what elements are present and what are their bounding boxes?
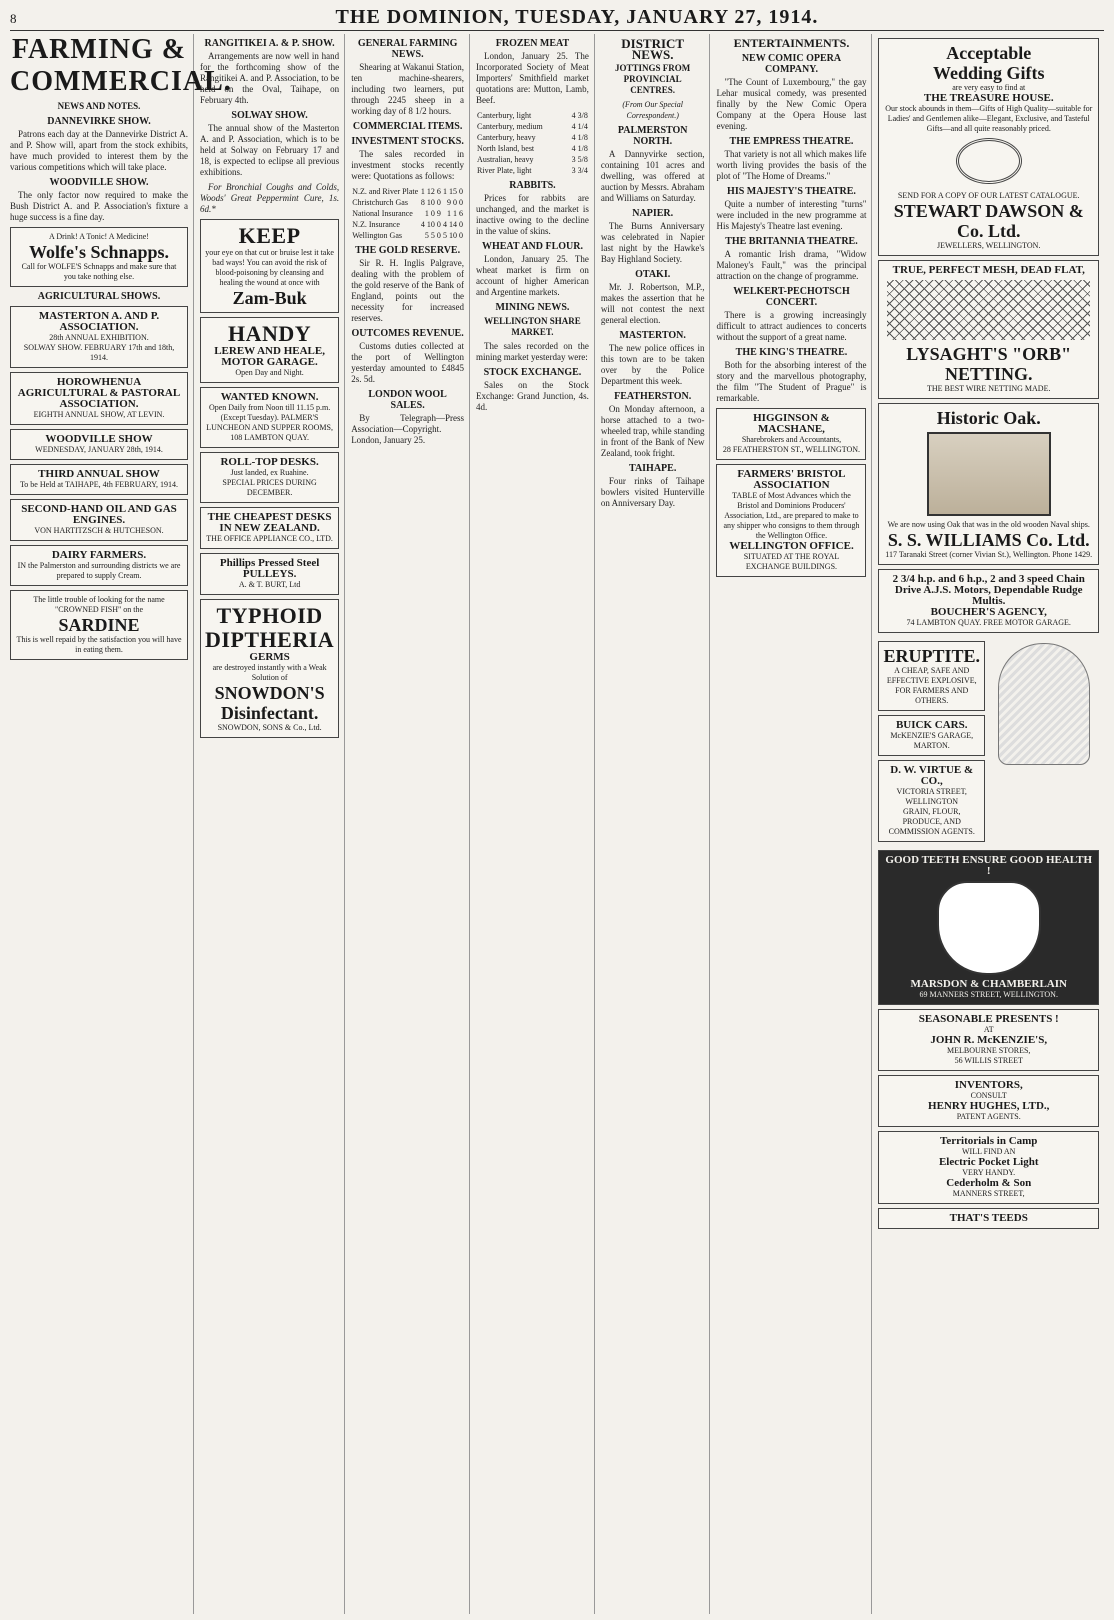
ad-historic-oak [878, 403, 1099, 565]
article-heading: WHEAT AND FLOUR. [481, 241, 583, 252]
ad-brand: SARDINE [58, 615, 140, 635]
ad-brand: S. S. WILLIAMS Co. Ltd. [887, 530, 1090, 550]
ad-title: 2 3/4 h.p. and 6 h.p., 2 and 3 speed Chain Drive A.J.S. Motors, Dependable Rudge Multis. [892, 573, 1085, 607]
column-farming [10, 34, 232, 1614]
stock-buy: 1 12 6 [420, 187, 441, 196]
ad-line: WILL FIND AN [961, 1147, 1016, 1156]
column-district-news [601, 34, 711, 1614]
ad-woodville-show [10, 429, 188, 460]
table-row [476, 132, 589, 143]
town-heading: FEATHERSTON. [614, 391, 692, 402]
ad-line: 28 FEATHERSTON ST., WELLINGTON. [722, 445, 861, 454]
article-subheading: WELLINGTON SHARE MARKET. [484, 316, 581, 337]
stock-buy: 8 10 0 [420, 198, 441, 207]
ad-pulleys [200, 553, 339, 595]
price-value: 4 1/4 [571, 122, 588, 131]
table-row [351, 186, 464, 197]
ad-seasonable-presents [878, 1009, 1099, 1071]
ad-bronchial: For Bronchial Coughs and Colds, Woods' Great Peppermint Cure, 1s. 6d.* [200, 182, 340, 214]
cup-illustration-icon [956, 138, 1022, 184]
article-body: The Burns Anniversary was celebrated in Napier last night by the Hawke's Bay Highland Society. [600, 221, 705, 264]
column-markets [476, 34, 595, 1614]
ad-title: WOODVILLE SHOW [45, 433, 153, 445]
ad-line: GERMS [249, 651, 290, 663]
wire-mesh-icon [887, 280, 1090, 340]
price-name: Canterbury, heavy [477, 133, 536, 142]
ad-brand: JOHN R. McKENZIE'S, [930, 1034, 1048, 1046]
ad-title: TYPHOID [216, 603, 323, 628]
stock-sell: 9 0 0 [447, 198, 464, 207]
price-value: 4 1/8 [571, 144, 588, 153]
town-heading: MASTERTON. [619, 330, 686, 341]
ad-motors [878, 569, 1099, 633]
ad-line: A Drink! A Tonic! A Medicine! [49, 232, 149, 241]
ad-line: IN the Palmerston and surrounding districts we are prepared to supply Cream. [17, 561, 181, 580]
ad-line: TABLE of Most Advances which the Bristol and Dominions Producers' Association, Ltd., are prepared to make to any shipper who consigns to them through the Wellington Office. [723, 491, 860, 540]
ad-title: Territorials in Camp [940, 1135, 1038, 1147]
article-body: "The Count of Luxembourg," the gay Lehar musical comedy, was presented finally by the New Comic Opera Company at the Opera House last evening. [716, 77, 867, 131]
article-heading: OUTCOMES REVENUE. [351, 328, 464, 339]
article-body: There is a growing increasingly difficult to attract audiences to concerts without the support of a great name. [716, 310, 867, 342]
table-row [476, 154, 589, 165]
ad-title: Wedding Gifts [932, 63, 1045, 83]
ad-line: your eye on that cut or bruise lest it take bad ways! You can avoid the risk of blood-poisoning by cleansing and healing the wound at once with [205, 248, 334, 287]
ad-title: Historic Oak. [936, 408, 1041, 428]
ad-line: SNOWDON, SONS & Co., Ltd. [217, 723, 322, 732]
ad-title: FARMERS' BRISTOL ASSOCIATION [737, 468, 846, 491]
town-heading: OTAKI. [635, 269, 671, 280]
ad-line: THE OFFICE APPLIANCE CO., LTD. [206, 534, 333, 543]
ad-sardine [10, 590, 188, 660]
table-row [476, 110, 589, 121]
ad-line: To be Held at TAIHAPE, 4th FEBRUARY, 1914. [19, 480, 179, 489]
tooth-illustration-icon [937, 881, 1041, 975]
table-row [351, 230, 464, 241]
ad-line: PATENT AGENTS. [956, 1112, 1021, 1121]
article-body: Four rinks of Taihape bowlers visited Hunterville on Anniversary Day. [600, 476, 705, 508]
article-body: Arrangements are now well in hand for the forthcoming show of the Rangitikei A. and P. Association, to be held on the Oval, Taihape, on February 4th. [200, 51, 340, 105]
price-name: North Island, best [477, 144, 535, 153]
article-body: Patrons each day at the Dannevirke District A. and P. Show will, apart from the stock exhibits, have much provided to interest them by the various competitions which will take place. [10, 129, 188, 172]
correspondent-line: (From Our Special Correspondent.) [622, 100, 683, 120]
ad-title: ROLL-TOP DESKS. [220, 456, 319, 468]
article-heading: ENTERTAINMENTS. [733, 36, 850, 50]
stock-name: Wellington Gas [352, 231, 402, 240]
price-name: Australian, heavy [477, 155, 534, 164]
portrait-illustration-icon [998, 643, 1090, 765]
ad-title: THAT'S TEEDS [949, 1212, 1028, 1224]
ad-lysaght-netting [878, 260, 1099, 399]
ad-virtue [878, 760, 985, 842]
ad-title: DAIRY FARMERS. [51, 549, 147, 561]
stock-sell: 1 15 0 [443, 187, 464, 196]
ad-line: VICTORIA STREET, WELLINGTON [896, 787, 967, 806]
ad-line: This is well repaid by the satisfaction you will have in eating them. [16, 635, 182, 654]
column-entertainments [716, 34, 872, 1614]
stock-buy: 5 5 0 [424, 231, 441, 240]
masthead [10, 6, 1104, 31]
ad-title: GOOD TEETH ENSURE GOOD HEALTH ! [885, 854, 1093, 877]
ad-line: McKENZIE'S GARAGE, [890, 731, 974, 740]
table-row [351, 197, 464, 208]
article-body: Mr. J. Robertson, M.P., makes the assertion that he will not contest the next general election. [600, 282, 705, 325]
ad-line: SPECIAL PRICES DURING DECEMBER. [222, 478, 317, 497]
section-subtitle: NEWS AND NOTES. [57, 101, 141, 111]
price-name: Canterbury, light [477, 111, 532, 120]
ad-snowdons-disinfectant [200, 599, 339, 738]
ad-title: HANDY [228, 321, 312, 346]
ad-line: SOLWAY SHOW. FEBRUARY 17th and 18th, 1914. [23, 343, 175, 362]
ad-title: HIGGINSON & MACSHANE, [753, 412, 830, 435]
ad-line: 74 LAMBTON QUAY. FREE MOTOR GARAGE. [906, 618, 1071, 627]
ad-line: Sharebrokers and Accountants, [741, 435, 842, 444]
ad-eruptite [878, 641, 985, 711]
article-heading: STOCK EXCHANGE. [483, 367, 582, 378]
ad-taihape-show [10, 464, 188, 495]
article-heading: DANNEVIRKE SHOW. [47, 116, 151, 127]
article-heading: WELKERT-PECHOTSCH CONCERT. [733, 286, 850, 308]
ad-subline: JEWELLERS, [936, 241, 984, 250]
article-body: The sales recorded on the mining market yesterday were: [476, 341, 589, 362]
ad-horowhenua-show [10, 372, 188, 425]
stock-name: Christchurch Gas [352, 198, 408, 207]
ad-brand: BOUCHER'S AGENCY, [930, 606, 1047, 618]
price-value: 4 3/8 [571, 111, 588, 120]
article-body: Prices for rabbits are unchanged, and the market is inactive owing to the decline in the value of skins. [476, 193, 589, 236]
ad-line: WEDNESDAY, JANUARY 28th, 1914. [35, 445, 163, 454]
article-body: Quite a number of interesting "turns" were included in the new programme at His Majesty's Theatre last evening. [716, 199, 867, 231]
ad-line: Open Daily from Noon till 11.15 p.m. (Except Tuesday). PALMER'S LUNCHEON AND SUPPER ROOMS, 108 LAMBTON QUAY. [206, 403, 333, 442]
ad-brand: Wolfe's Schnapps. [28, 242, 170, 262]
ad-title: HOROWHENUA AGRICULTURAL & PASTORAL ASSOCIATION. [17, 376, 181, 410]
stock-sell: 4 14 0 [443, 220, 464, 229]
ad-line: are destroyed instantly with a Weak Solution of [212, 663, 327, 682]
ad-line: The little trouble of looking for the name "CROWNED FISH" on the [33, 595, 165, 614]
ad-brand: Zam-Buk [232, 288, 307, 308]
ad-line: CONSULT [970, 1091, 1007, 1100]
column-shows-ads [200, 34, 345, 1614]
ad-title: D. W. VIRTUE & CO., [890, 764, 974, 787]
price-name: River Plate, light [477, 166, 532, 175]
ad-line: 28th ANNUAL EXHIBITION. [49, 333, 149, 342]
ad-line: 117 Taranaki Street (corner Vivian St.), Wellington. Phone 1429. [885, 550, 1093, 559]
article-heading: THE BRITANNIA THEATRE. [725, 236, 858, 247]
ad-line: A. & T. BURT, Ltd [238, 580, 301, 589]
table-row [351, 208, 464, 219]
ad-title: Acceptable [946, 43, 1032, 63]
table-row [476, 121, 589, 132]
agri-shows-heading: AGRICULTURAL SHOWS. [37, 291, 161, 302]
ad-zam-buk [200, 219, 339, 313]
section-title: FARMING & COMMERCIAL. [10, 34, 232, 97]
town-heading: PALMERSTON NORTH. [617, 125, 688, 147]
article-body: A Dannyvirke section, containing 101 acres and dwelling, was offered at auction by Messrs. Abraham and Williams on Saturday. [600, 149, 705, 203]
ad-inventors [878, 1075, 1099, 1127]
ad-title: DIPTHERIA [205, 627, 335, 652]
ad-line: MANNERS STREET, [952, 1189, 1025, 1198]
ad-line [883, 241, 1094, 251]
article-body: The only factor now required to make the Bush District A. and P. Association's fixture a huge success is a fine day. [10, 190, 188, 222]
article-body: Customs duties collected at the port of Wellington yesterday amounted to £4845 2s. 5d. [351, 341, 465, 384]
price-value: 4 1/8 [571, 133, 588, 142]
ad-line: SEND FOR A COPY OF OUR LATEST CATALOGUE. [897, 191, 1080, 200]
article-heading: RABBITS. [509, 180, 556, 191]
table-row [476, 143, 589, 154]
article-heading: MINING NEWS. [495, 302, 570, 313]
ad-brand: SNOWDON'S Disinfectant. [214, 683, 325, 723]
columns [10, 34, 1104, 1614]
article-heading: DISTRICT NEWS. [621, 36, 685, 62]
ad-stack [878, 637, 985, 846]
ad-engines [10, 499, 188, 541]
article-heading: GENERAL FARMING NEWS. [357, 38, 458, 60]
article-heading: FROZEN MEAT [495, 38, 570, 49]
table-row [351, 219, 464, 230]
ad-line: MARTON. [913, 741, 950, 750]
ad-stack [989, 637, 1099, 846]
ad-row [878, 637, 1099, 846]
ad-title: ERUPTITE. [883, 646, 980, 666]
column-commercial [351, 34, 470, 1614]
ad-line: Our stock abounds in them—Gifts of High Quality—suitable for Ladies' and Gentlemen alike—Elegant, Exclusive, and Tasteful Gifts—and all quite reasonably priced. [885, 104, 1093, 133]
stock-buy: 1 0 9 [424, 209, 441, 218]
article-body: The new police offices in this town are to be taken over by the Police Department this week. [600, 343, 705, 386]
article-body: On Monday afternoon, a horse attached to a two-wheeled trap, while standing in front of the Bank of New Zealand, took fright. [600, 404, 705, 458]
ad-line: EIGHTH ANNUAL SHOW, AT LEVIN. [33, 410, 165, 419]
stock-sell: 1 1 6 [447, 209, 464, 218]
article-body: London, January 25. The Incorporated Society of Meat Importers' Smithfield market quotations are: Mutton, Lamb, Beef. [476, 51, 589, 105]
article-heading: THE GOLD RESERVE. [355, 245, 461, 256]
ad-title: TRUE, PERFECT MESH, DEAD FLAT, [892, 264, 1085, 276]
ad-line: We are now using Oak that was in the old wooden Naval ships. [887, 520, 1090, 529]
ad-brand: HENRY HUGHES, LTD., [928, 1100, 1050, 1112]
ad-line: Electric Pocket Light [938, 1156, 1039, 1168]
article-heading: WOODVILLE SHOW. [49, 177, 149, 188]
stock-name: National Insurance [352, 209, 413, 218]
article-body: Both for the absorbing interest of the story and the marvellous photography, the film "The Student of Prague" is remarkable. [716, 360, 867, 403]
ad-brand: Cederholm & Son [946, 1177, 1032, 1189]
article-body: Sir R. H. Inglis Palgrave, dealing with the problem of the gold reserve of the Bank of England, points out the necessity for increased reserves. [351, 258, 465, 323]
ad-masterton-show [10, 306, 188, 368]
ad-higginson [716, 408, 866, 460]
page-number: 8 [10, 11, 17, 26]
ad-line: VON HARTITZSCH & HUTCHESON. [34, 526, 164, 535]
article-body: Sales on the Stock Exchange: Grand Junction, 4s. 4d. [476, 380, 589, 412]
ad-title: THE CHEAPEST DESKS IN NEW ZEALAND. [207, 511, 332, 534]
ad-subline: WELLINGTON. [985, 241, 1041, 250]
article-heading: SOLWAY SHOW. [231, 110, 308, 121]
ad-title: WANTED KNOWN. [220, 391, 319, 403]
cabinet-illustration-icon [927, 432, 1051, 516]
stock-sell: 5 10 0 [443, 231, 464, 240]
ad-teeds [878, 1208, 1099, 1229]
newspaper-title: THE DOMINION, TUESDAY, JANUARY 27, 1914. [335, 6, 819, 28]
meat-prices-table [476, 110, 589, 176]
article-heading: HIS MAJESTY'S THEATRE. [727, 186, 856, 197]
ad-good-teeth [878, 850, 1099, 1005]
ad-farmers-bristol [716, 464, 866, 577]
ad-title: SECOND-HAND OIL AND GAS ENGINES. [21, 503, 177, 526]
ad-title: SEASONABLE PRESENTS ! [918, 1013, 1059, 1025]
town-heading: TAIHAPE. [629, 463, 677, 474]
stock-name: N.Z. Insurance [352, 220, 400, 229]
stock-buy: 4 10 0 [420, 220, 441, 229]
ad-title: THIRD ANNUAL SHOW [38, 468, 160, 480]
ad-line: LEREW AND HEALE, MOTOR GARAGE. [214, 345, 325, 368]
ad-dairy-farmers [10, 545, 188, 586]
ad-brand: MARSDON & CHAMBERLAIN [910, 978, 1067, 990]
ad-brand: LYSAGHT'S "ORB" NETTING. [906, 344, 1072, 384]
ad-line: Just landed, ex Ruahine. [230, 468, 309, 477]
ad-wedding-gifts [878, 38, 1099, 256]
ad-handy-garage [200, 317, 339, 383]
price-name: Canterbury, medium [477, 122, 543, 131]
stock-name: N.Z. and River Plate [352, 187, 419, 196]
ad-line: MELBOURNE STORES, [947, 1046, 1031, 1055]
ad-line: A CHEAP, SAFE AND EFFECTIVE EXPLOSIVE, FOR FARMERS AND OTHERS. [886, 666, 977, 705]
ad-wanted-known [200, 387, 339, 448]
ad-roll-top-desks [200, 452, 339, 503]
article-heading: NEW COMIC OPERA COMPANY. [741, 53, 842, 75]
ad-line: Open Day and Night. [235, 368, 304, 377]
ad-line: WELLINGTON OFFICE. [729, 540, 854, 552]
ad-line: 56 WILLIS STREET [954, 1056, 1023, 1065]
ad-line: VERY HANDY. [962, 1168, 1016, 1177]
article-body: Shearing at Wakanui Station, ten machine-shearers, including two learners, put through 2245 sheep in a working day of 8 1/2 hours. [351, 62, 465, 116]
ad-line: THE BEST WIRE NETTING MADE. [927, 384, 1051, 393]
ad-cheapest-desks [200, 507, 339, 549]
ad-title: Phillips Pressed Steel PULLEYS. [219, 557, 320, 580]
ad-line: 69 MANNERS STREET, WELLINGTON. [919, 990, 1058, 999]
price-value: 3 3/4 [571, 166, 588, 175]
ad-title: MASTERTON A. AND P. ASSOCIATION. [38, 310, 160, 333]
table-row [476, 165, 589, 176]
article-body: By Telegraph—Press Association—Copyright. London, January 25. [351, 413, 465, 445]
stocks-table [351, 186, 464, 241]
article-body: The annual show of the Masterton A. and P. Association, which is to be held at Solway on February 17 and 18, is expected to eclipse all previous exhibitions. [200, 123, 340, 177]
article-heading: COMMERCIAL ITEMS. [352, 121, 463, 132]
ad-wolfe-schnapps [10, 227, 188, 287]
ad-line: AT [983, 1025, 994, 1034]
article-body: A romantic Irish drama, "Widow Maloney's Fault," was the principal attraction on the change of programme. [716, 249, 867, 281]
price-value: 3 5/8 [571, 155, 588, 164]
ad-line: GRAIN, FLOUR, PRODUCE, AND COMMISSION AGENTS. [888, 807, 975, 836]
ad-line: THE TREASURE HOUSE. [923, 92, 1054, 104]
ad-line: Call for WOLFE'S Schnapps and make sure that you take nothing else. [21, 262, 177, 281]
article-heading: THE KING'S THEATRE. [735, 347, 848, 358]
ad-title: BUICK CARS. [895, 719, 968, 731]
ad-brand: STEWART DAWSON & Co. Ltd. [893, 201, 1084, 241]
ad-buick [878, 715, 985, 756]
article-body: That variety is not all which makes life worth living provides the basis of the plot of "The Home of Dreams." [716, 149, 867, 181]
article-heading: THE EMPRESS THEATRE. [729, 136, 854, 147]
article-heading: LONDON WOOL SALES. [368, 389, 447, 411]
town-heading: NAPIER. [632, 208, 674, 219]
ad-title: INVENTORS, [954, 1079, 1023, 1091]
article-heading: RANGITIKEI A. & P. SHOW. [204, 38, 335, 49]
article-body: The sales recorded in investment stocks recently were: Quotations as follows: [351, 149, 465, 181]
article-body: London, January 25. The wheat market is firm on account of higher American and Argentine markets. [476, 254, 589, 297]
article-heading: INVESTMENT STOCKS. [351, 136, 464, 147]
article-subheading: JOTTINGS FROM PROVINCIAL CENTRES. [615, 63, 691, 95]
ad-line: are very easy to find at [952, 83, 1026, 92]
ad-title: KEEP [238, 223, 301, 248]
column-display-ads [878, 34, 1104, 1614]
ad-line: SITUATED AT THE ROYAL EXCHANGE BUILDINGS. [743, 552, 840, 571]
ad-territorials [878, 1131, 1099, 1204]
